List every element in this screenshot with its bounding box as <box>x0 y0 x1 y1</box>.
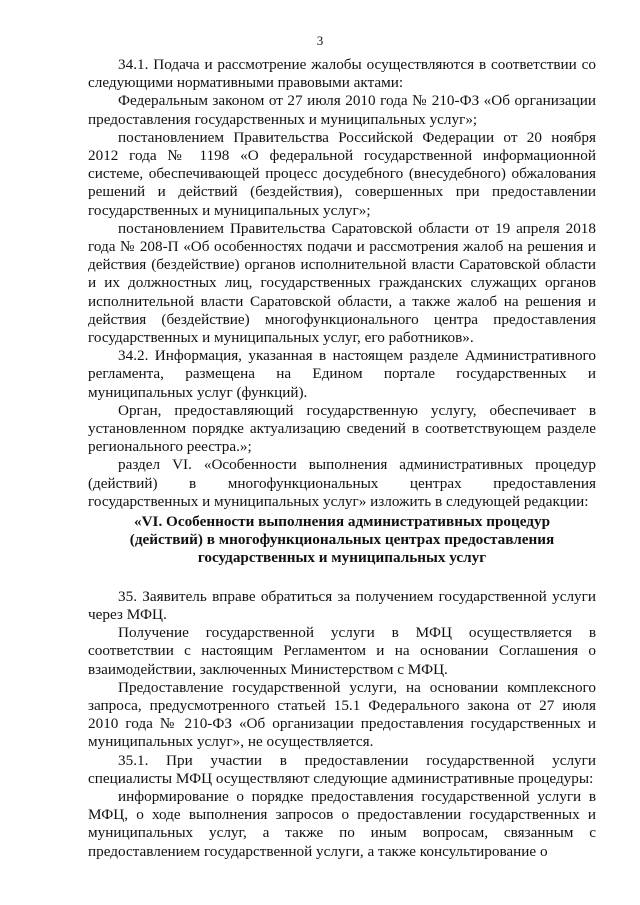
paragraph: 34.1. Подача и рассмотрение жалобы осуществляются в соответствии со следующими нормативными правовыми актами: <box>88 56 596 92</box>
section-heading-line: «VI. Особенности выполнения административных процедур <box>133 513 551 531</box>
paragraph: Предоставление государственной услуги, на основании комплексного запроса, предусмотренного статьей 15.1 Федерального закона от 27 июля 2010 года № 210-ФЗ «Об организации предоставления государственных и муниципальных услуг», не осуществляется. <box>88 678 596 751</box>
paragraph: раздел VI. «Особенности выполнения административных процедур (действий) в многофункциональных центрах предоставления государственных и муниципальных услуг» изложить в следующей редакции: <box>88 456 596 510</box>
paragraph: 34.2. Информация, указанная в настоящем разделе Административного регламента, размещена на Едином портале государственных и муниципальных услуг (функций). <box>88 347 596 401</box>
page-number: 3 <box>316 33 324 48</box>
paragraph: Федеральным законом от 27 июля 2010 года № 210-ФЗ «Об организации предоставления государственных и муниципальных услуг»; <box>88 92 596 128</box>
document-body <box>88 56 596 861</box>
paragraph: постановлением Правительства Российской Федерации от 20 ноября 2012 года № 1198 «О федеральной государственной информационной системе, обеспечивающей процесс досудебного (внесудебного) обжалования решений и действий (бездействия), совершенных при предоставлении государственных и муниципальных услуг»; <box>88 128 596 219</box>
paragraph: Орган, предоставляющий государственную услугу, обеспечивает в установленном порядке актуализацию сведений в соответствующем разделе регионального реестра.»; <box>88 401 596 456</box>
section-heading <box>88 513 596 568</box>
paragraph: информирование о порядке предоставления государственной услуги в МФЦ, о ходе выполнения запросов о предоставлении государственных и муниципальных услуг, а также по иным вопросам, связанным с предоставлением государственной услуги, а также консультирование о <box>88 787 596 860</box>
section-heading-line: государственных и муниципальных услуг <box>197 549 487 567</box>
section-heading-line: (действий) в многофункциональных центрах предоставления <box>129 531 555 549</box>
paragraph: 35.1. При участии в предоставлении государственной услуги специалисты МФЦ осуществляют следующие административные процедуры: <box>88 751 596 787</box>
paragraph: постановлением Правительства Саратовской области от 19 апреля 2018 года № 208-П «Об особенностях подачи и рассмотрения жалоб на решения и действия (бездействие) органов исполнительной власти Саратовской области и их должностных лиц, государственных гражданских служащих органов исполнительной власти Саратовской области, а также жалоб на решения и действия (бездействие) многофункционального центра предоставления государственных и муниципальных услуг, его работников». <box>88 219 596 347</box>
spacer <box>88 568 596 588</box>
paragraph: Получение государственной услуги в МФЦ осуществляется в соответствии с настоящим Регламентом и на основании Соглашения о взаимодействии, заключенных Министерством с МФЦ. <box>88 624 596 678</box>
paragraph: 35. Заявитель вправе обратиться за получением государственной услуги через МФЦ. <box>88 587 596 623</box>
